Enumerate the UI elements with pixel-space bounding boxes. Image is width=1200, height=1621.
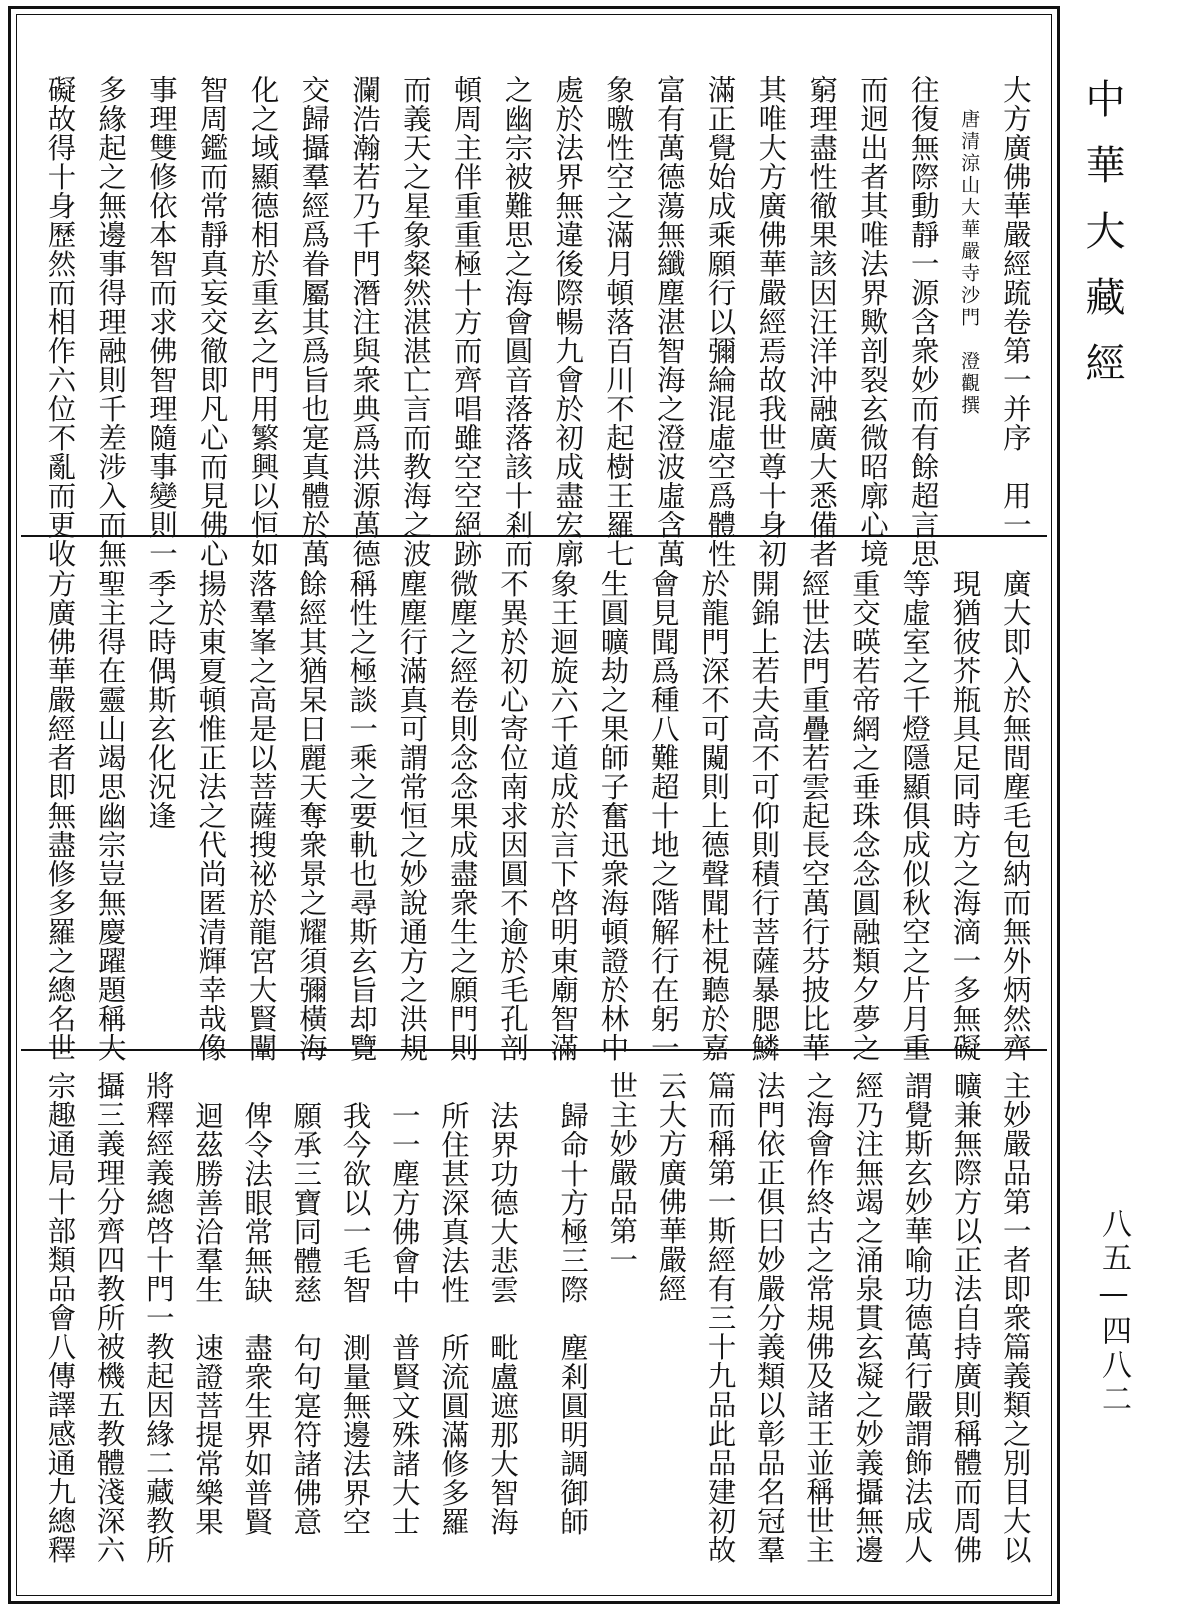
text-column: 經乃注無竭之涌泉貫玄凝之妙義攝無邊 [851, 1071, 885, 1564]
text-column: 化之域顯德相於重玄之門用繁興以恒如 [246, 75, 280, 568]
text-column: 微塵之經卷則念念果成盡衆生之願門則 [445, 569, 479, 1062]
text-column: 篇而稱第一斯經有三十九品此品建初故 [703, 1071, 737, 1564]
text-panel-top [31, 75, 1043, 568]
text-column: 象曒性空之滿月頓落百川不起樹王羅七 [602, 75, 635, 568]
text-column: 處於法界無違後際暢九會於初成盡宏廓 [551, 75, 585, 568]
text-column: 生圓曠劫之果師子奮迅衆海頓證於林中 [596, 569, 630, 1062]
text-column: 往復無際動靜一源含衆妙而有餘超言思 [906, 75, 940, 568]
text-column: 大方廣佛華嚴經䟽卷第一并序 用一 [998, 75, 1032, 539]
verse-column: 法界功德大悲雲 毗盧遮那大智海 [486, 1101, 520, 1536]
text-column: 之海會作終古之常規佛及諸王並稱世主 [802, 1071, 835, 1564]
page-frame [8, 6, 1060, 1604]
verse-column: 一一塵方佛會中 普賢文殊諸大士 [387, 1101, 421, 1536]
verse-column: 迴茲勝善洽羣生 速證菩提常樂果 [190, 1101, 224, 1536]
text-column: 現猶彼芥瓶具足同時方之海滴一多無礙 [948, 569, 982, 1062]
text-panel-middle [31, 569, 1043, 1062]
text-column: 曠兼無際方以正法自持廣則稱體而周佛 [949, 1071, 983, 1564]
text-column: 而義天之星象粲然湛湛亡言而教海之波 [398, 75, 432, 568]
text-column: 不異於初心寄位南求因圓不逾於毛孔剖 [495, 569, 529, 1062]
text-column: 聖主得在靈山竭思幽宗豈無慶躍題稱大 [93, 569, 127, 1062]
chapter-heading: 世主妙嚴品第一 [605, 1071, 639, 1274]
text-column: 瀾浩瀚若乃千門潛注與衆典爲洪源萬德 [348, 75, 382, 568]
verse-column: 願承三寶同體慈 句句寔符諸佛意 [289, 1101, 323, 1536]
text-column: 重交暎若帝網之垂珠念念圓融類夕夢之 [847, 569, 881, 1062]
text-column: 方廣佛華嚴經者即無盡修多羅之總名世 [43, 569, 77, 1062]
text-column: 廣大即入於無間塵毛包納而無外炳然齊 [998, 569, 1032, 1062]
text-column: 餘經其猶杲日麗天奪衆景之耀須彌橫海 [294, 569, 328, 1062]
text-column: 稱性之極談一乘之要軌也尋斯玄旨却覽 [345, 569, 379, 1062]
text-column: 將釋經義總啓十門一教起因緣二藏教所 [141, 1071, 175, 1564]
verse-column: 我今欲以一毛智 測量無邊法界空 [338, 1101, 372, 1536]
text-column: 滿正覺始成乘願行以彌綸混虛空爲體性 [703, 75, 737, 568]
verse-column: 所住甚深真法性 所流圓滿修多羅 [436, 1101, 470, 1536]
collection-title: 中華大藏經 [1079, 78, 1125, 408]
text-column: 象王迴旋六千道成於言下啓明東廟智滿 [546, 569, 580, 1062]
panel-divider-2 [21, 1049, 1047, 1051]
page-number: 八五—四八二 [1096, 1208, 1131, 1417]
text-column: 落羣峯之高是以菩薩搜祕於龍宮大賢闡 [244, 569, 278, 1062]
text-column: 之幽宗被難思之海會圓音落落該十剎而 [500, 75, 534, 568]
text-column: 交歸攝羣經爲眷屬其爲旨也寔真體於萬 [297, 75, 331, 568]
text-column: 多緣起之無邊事得理融則千差涉入而無 [94, 75, 128, 568]
text-panel-bottom [31, 1071, 1043, 1591]
text-column: 頓周主伴重重極十方而齊唱雖空空絕跡 [449, 75, 483, 568]
verse-column: 歸命十方極三際 塵剎圓明調御師 [556, 1101, 590, 1536]
text-column: 會見聞爲種八難超十地之階解行在躬一 [646, 569, 680, 1062]
text-column: 法門依正俱曰妙嚴分義類以彰品名冠羣 [752, 1071, 786, 1564]
text-column: 事理雙修依本智而求佛智理隨事變則一 [144, 75, 178, 568]
text-column: 開錦上若夫高不可仰則積行菩薩暴腮鱗 [747, 569, 781, 1062]
text-column: 塵塵行滿真可謂常恒之妙說通方之洪規 [395, 569, 429, 1062]
text-column: 云大方廣佛華嚴經 [654, 1071, 688, 1303]
text-column: 等虛室之千燈隱顯俱成似秋空之片月重 [898, 569, 932, 1062]
text-column: 富有萬德蕩無纖塵湛智海之澄波虛含萬 [652, 75, 686, 568]
text-column: 揚於東夏頓惟正法之代尚匿清輝幸哉像 [194, 569, 228, 1062]
text-column: 於龍門深不可闚則上德聲聞杜視聽於嘉 [697, 569, 731, 1062]
text-column: 攝三義理分齊四教所被機五教體淺深六 [92, 1071, 126, 1564]
text-column: 主妙嚴品第一者即衆篇義類之別目大以 [998, 1071, 1032, 1564]
verse-column: 俾令法眼常無缺 盡衆生界如普賢 [240, 1101, 274, 1536]
text-column: 智周鑑而常靜真妄交徹即凡心而見佛心 [195, 75, 229, 568]
text-column: 而迥出者其唯法界歟剖裂玄微昭廓心境 [855, 75, 889, 568]
author-line: 唐清涼山大華嚴寺沙門 澄觀撰 [958, 109, 981, 417]
text-column: 經世法門重疊若雲起長空萬行芬披比華 [797, 569, 831, 1062]
text-column: 窮理盡性徹果該因汪洋沖融廣大悉備者 [805, 75, 839, 568]
text-column: 宗趣通局十部類品會八傳譯感通九總釋 [43, 1071, 77, 1564]
text-column: 季之時偶斯玄化況逢 [143, 569, 177, 830]
text-column: 謂覺斯玄妙華喻功德萬行嚴謂飾法成人 [900, 1071, 934, 1564]
text-column: 其唯大方廣佛華嚴經焉故我世尊十身初 [754, 75, 788, 568]
text-column: 礙故得十身歷然而相作六位不亂而更收 [43, 75, 77, 568]
